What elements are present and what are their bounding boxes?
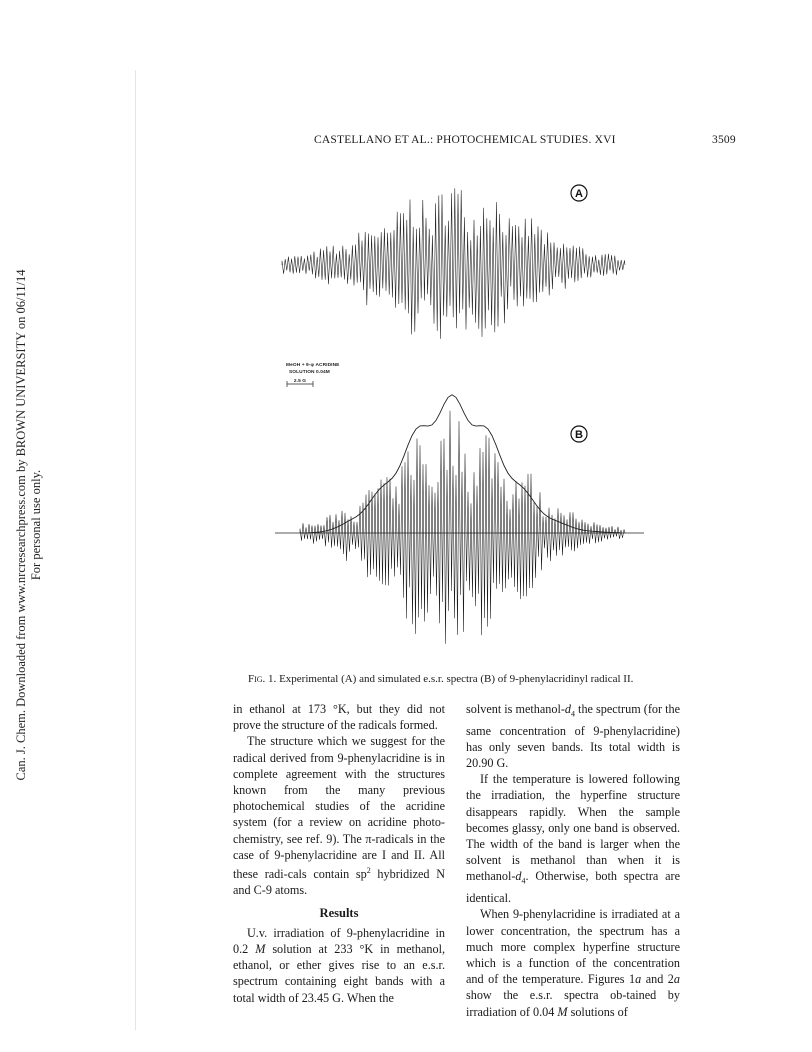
paragraph: U.v. irradiation of 9-phenylacridine in 0.2 M solution at 233 °K in methanol, ethanol, or ether gives rise to an e.s.r. spectrum containing eight bands with a total width of 23.45 G. When the: [233, 925, 445, 1005]
margin-rule: [135, 70, 136, 1030]
experimental-spectrum-a: [282, 188, 625, 339]
paragraph: The structure which we suggest for the radical derived from 9-phenylacridine is in complete agreement with the structures known from the many previous photochemical studies of the acridine system (for a review on acridine photo-chemistry, see ref. 9). The π-radicals in the case of 9-phenylacridine are I and II. All these radi-cals contain $sp^2$ hybridized N and C-9 atoms.: [233, 734, 445, 898]
paragraph: in ethanol at 173 °K, but they did not prove the structure of the radicals formed.: [233, 702, 445, 733]
watermark-line-2: For personal use only.: [29, 469, 43, 581]
running-title: CASTELLANO ET AL.: PHOTOCHEMICAL STUDIES. XVI: [314, 134, 616, 146]
paragraph: When 9-phenylacridine is irradiated at a lower concentration, the spectrum has a much more complex hyperfine structure which is a function of the concentration and of the temperature. Figures 1a and 2a show the e.s.r. spectra ob-tained by irradiation of 0.04 M solutions of: [466, 907, 680, 1019]
section-heading-results: Results: [319, 905, 359, 920]
page-number: 3509: [712, 134, 736, 146]
svg-text:B: B: [575, 429, 583, 441]
integrated-envelope-curve: [300, 395, 620, 533]
text-column-right: [466, 701, 680, 1020]
figure-caption: [248, 673, 718, 685]
scale-label: 2.5 G: [293, 379, 307, 384]
spectrum-b-label: [571, 426, 587, 442]
running-header: [0, 134, 812, 150]
simulated-spectrum-b: [300, 411, 625, 644]
annotation-line-2: SOLUTION 0.04M: [289, 370, 330, 375]
spectrum-a-label: [571, 185, 587, 201]
figure-annotation: [286, 362, 340, 387]
watermark-line-1: Can. J. Chem. Downloaded from www.nrcresearchpress.com by BROWN UNIVERSITY on 06/11/14: [14, 269, 28, 781]
caption-label: Fig. 1.: [248, 673, 277, 685]
svg-text:A: A: [575, 188, 583, 200]
paragraph: If the temperature is lowered following the irradiation, the hyperfine structure disappears rapidly. When the sample becomes glassy, only one band is observed. The width of the band is larger when the solvent is methanol than when it is methanol-$d_4$. Otherwise, both spectra are identical.: [466, 772, 680, 906]
annotation-line-1: MeOH + 9-φ ACRIDINE: [286, 363, 340, 368]
paragraph: solvent is methanol-$d_4$ the spectrum (for the same concentration of 9-phenylacridine) has only seven bands. Its total width is 20.90 G.: [466, 702, 680, 771]
download-watermark: [8, 230, 50, 820]
caption-text: Experimental (A) and simulated e.s.r. spectra (B) of 9-phenylacridinyl radical II.: [279, 673, 634, 685]
text-column-left: [233, 701, 445, 1006]
